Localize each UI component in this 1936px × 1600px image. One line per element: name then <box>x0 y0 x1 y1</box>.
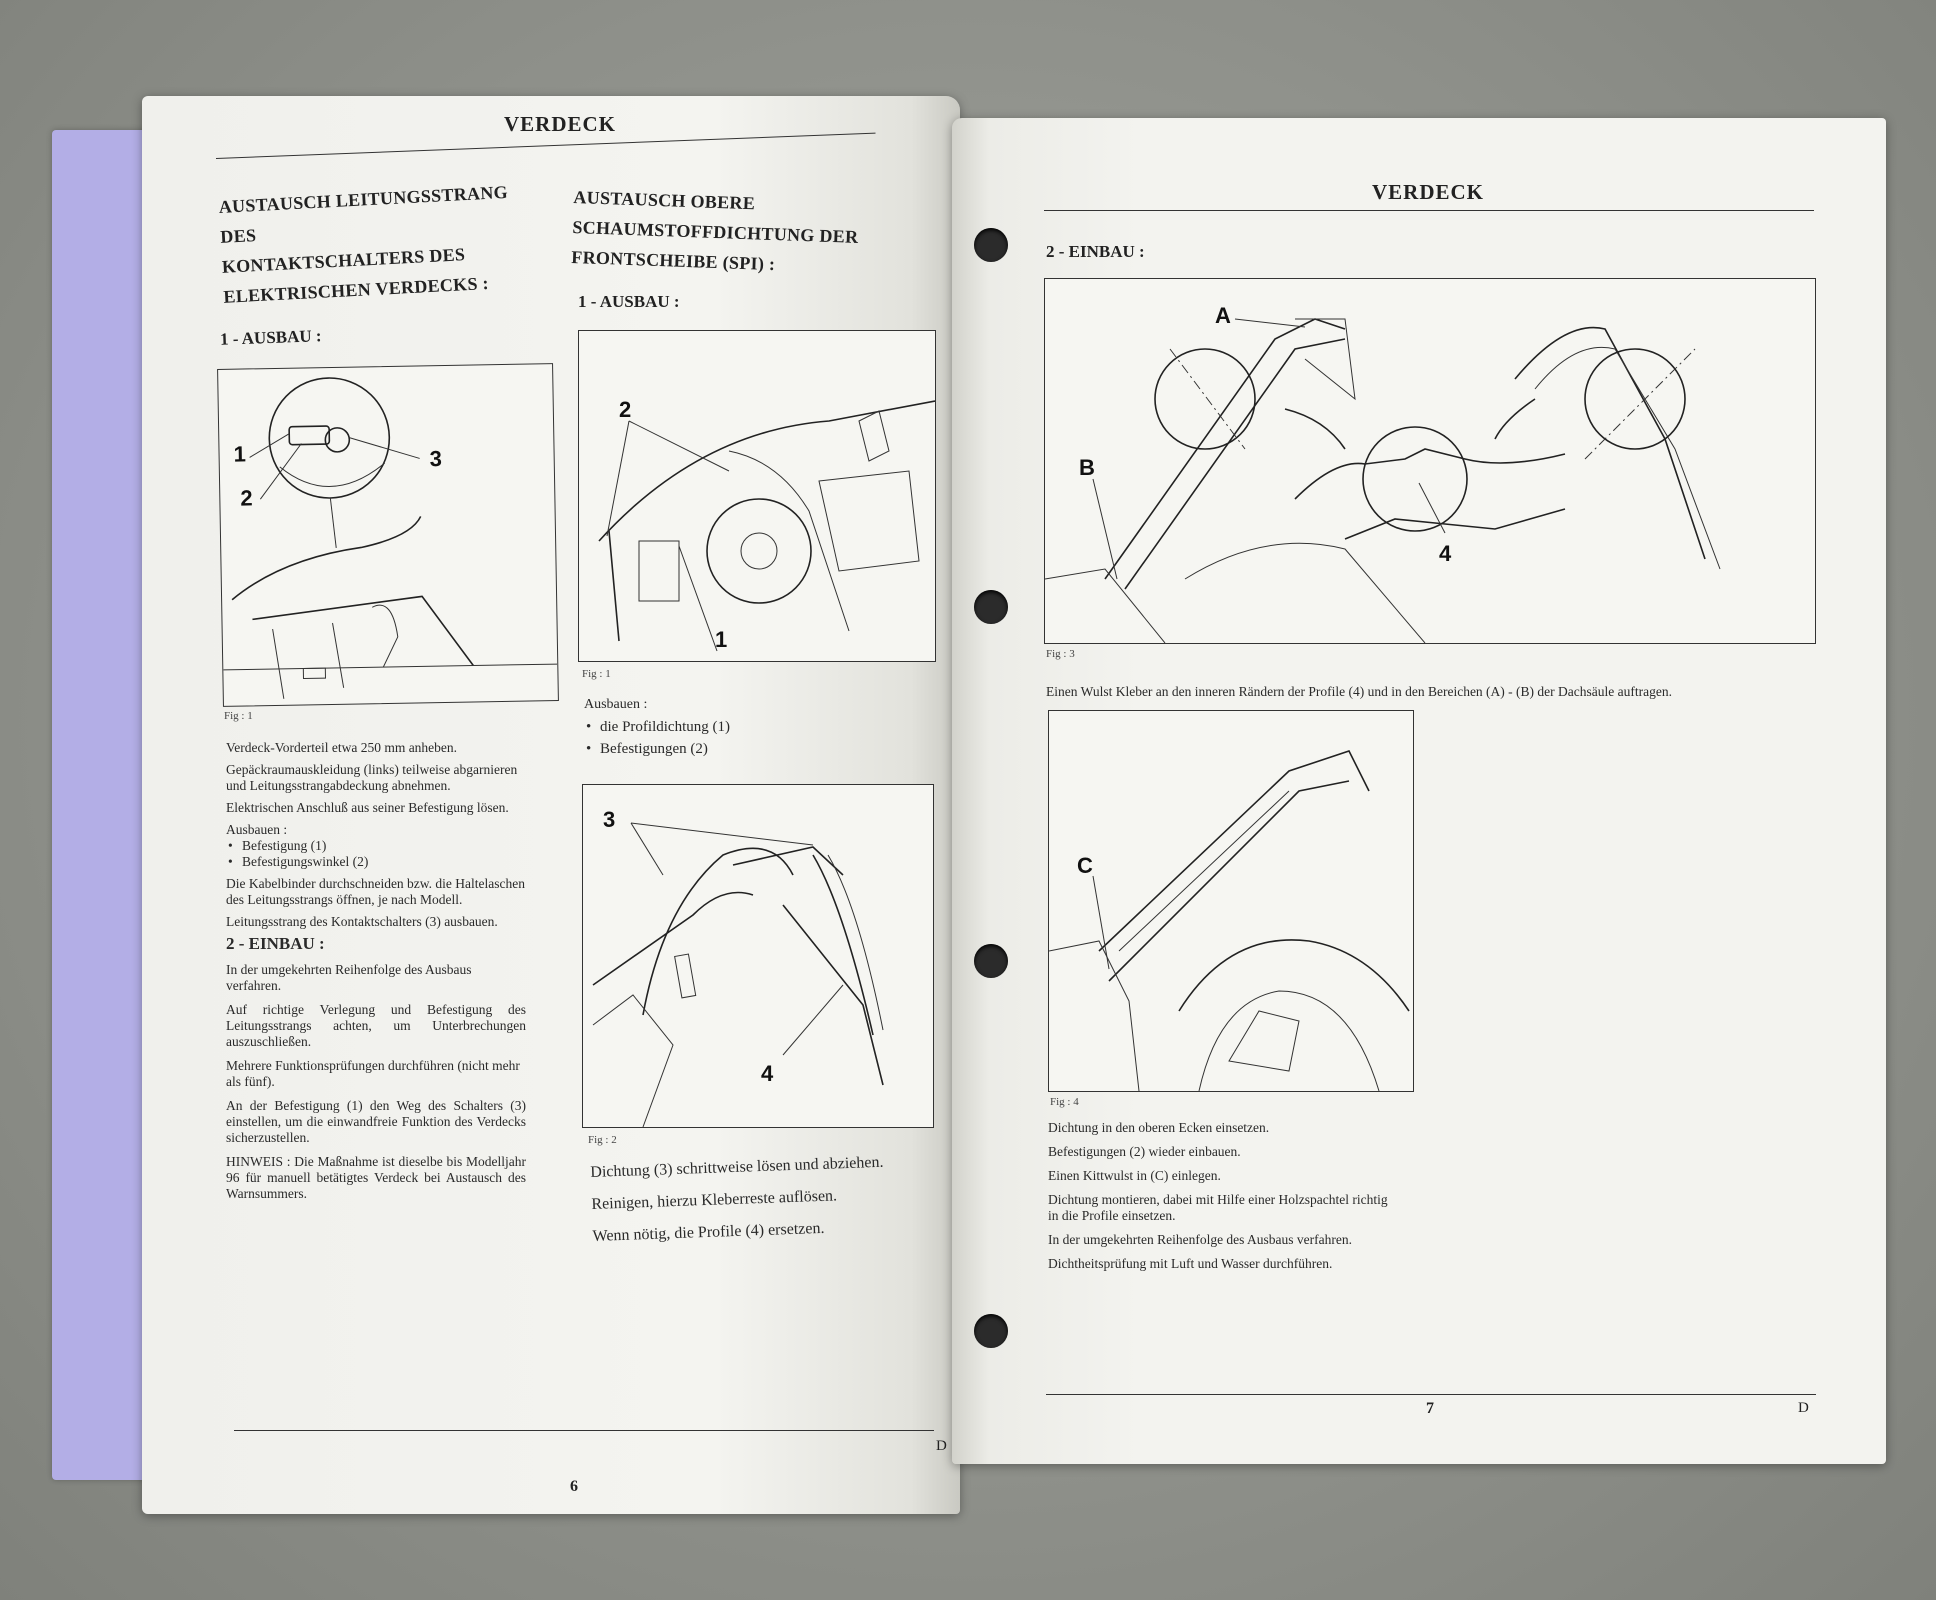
left-page-lang: D <box>936 1438 947 1454</box>
step-text: In der umgekehrten Reihenfolge des Ausbaus verfahren. <box>1048 1232 1353 1247</box>
right-page-lang: D <box>1798 1400 1809 1416</box>
right-page <box>952 118 1886 1464</box>
col1-bullet: • Befestigung (1) <box>242 838 526 854</box>
left-page <box>142 96 960 1514</box>
col1-note: HINWEIS : Die Maßnahme ist dieselbe bis Modelljahr 96 für manuell betätigtes Verdeck bei Austausch des Warnsummers. <box>226 1154 526 1201</box>
footer-rule <box>234 1430 934 1431</box>
figure-4-pillar <box>1048 710 1414 1092</box>
col2-ausbauen-block <box>584 694 924 760</box>
col1-para: Verdeck-Vorderteil etwa 250 mm anheben. <box>226 740 458 755</box>
fig3-caption: Fig : 3 <box>1046 648 1075 660</box>
figure-3-pillars <box>1044 278 1816 644</box>
left-page-header: VERDECK <box>504 112 617 136</box>
left-page-number: 6 <box>570 1478 578 1495</box>
col1-para: Auf richtige Verlegung und Befestigung des Leitungsstrangs achten, um Unterbrechungen auszuschließen. <box>226 1002 526 1049</box>
step-text: Dichtheitsprüfung mit Luft und Wasser durchführen. <box>1048 1256 1333 1271</box>
fig3-text: Einen Wulst Kleber an den inneren Rändern der Profile (4) und in den Bereichen (A) - (B) der Dachsäule auftragen. <box>1046 684 1672 699</box>
col2-title-line: FRONTSCHEIBE (SPI) : <box>571 246 776 275</box>
col2-title-line: SCHAUMSTOFFDICHTUNG DER <box>572 216 859 247</box>
col1-ausbauen-label: Ausbauen : <box>226 822 288 837</box>
binder-hole <box>974 1314 1008 1348</box>
col1-bullet: • Befestigungswinkel (2) <box>242 854 526 870</box>
fig1b-callout-2: 2 <box>619 397 632 422</box>
col1-title-line: ELEKTRISCHEN VERDECKS : <box>222 272 490 307</box>
fig4-caption: Fig : 4 <box>1050 1096 1079 1108</box>
fig1b-callout-1: 1 <box>715 627 728 652</box>
header-rule <box>1044 210 1814 211</box>
right-page-number: 7 <box>1426 1400 1434 1417</box>
col1-einbau-heading: 2 - EINBAU : <box>226 934 325 953</box>
col1-para: Die Kabelbinder durchschneiden bzw. die Haltelaschen des Leitungsstrangs öffnen, je nach Modell. <box>226 876 526 907</box>
right-einbau-heading: 2 - EINBAU : <box>1046 242 1145 261</box>
step-text: Einen Kittwulst in (C) einlegen. <box>1048 1168 1221 1183</box>
col1-fig-caption: Fig : 1 <box>224 710 253 722</box>
fig2-callout-4: 4 <box>761 1061 774 1086</box>
fig2-callout-3: 3 <box>603 807 616 832</box>
col1-para: Gepäckraumauskleidung (links) teilweise abgarnieren und Leitungsstrangabdeckung abnehmen. <box>226 762 518 793</box>
col1-title-line: KONTAKTSCHALTERS DES <box>221 244 466 277</box>
col2-title <box>571 182 914 284</box>
col2-para: Dichtung (3) schrittweise lösen und abziehen. <box>590 1153 884 1181</box>
col2-fig2-caption: Fig : 2 <box>588 1134 617 1146</box>
step-text: Dichtung in den oberen Ecken einsetzen. <box>1048 1120 1270 1135</box>
fig1-callout-1: 1 <box>233 441 247 467</box>
col1-para: An der Befestigung (1) den Weg des Schalters (3) einstellen, um die einwandfreie Funktion des Verdecks sicherzustellen. <box>226 1098 526 1145</box>
col1-body <box>226 740 526 1202</box>
right-steps <box>1048 1120 1388 1272</box>
col2-ausbauen-label: Ausbauen : <box>584 697 648 712</box>
right-page-header: VERDECK <box>1372 180 1485 204</box>
binder-hole <box>974 590 1008 624</box>
col1-para: Leitungsstrang des Kontaktschalters (3) ausbauen. <box>226 914 498 929</box>
col1-title-line: AUSTAUSCH LEITUNGSSTRANG DES <box>218 181 509 247</box>
fig3-callout-b: B <box>1079 455 1095 480</box>
col1-title <box>218 176 524 312</box>
col1-ausbau-heading: 1 - AUSBAU : <box>219 326 322 349</box>
step-text: Befestigungen (2) wieder einbauen. <box>1048 1144 1241 1159</box>
figure-1-switch <box>217 363 559 707</box>
figure-2-seal <box>582 784 934 1128</box>
binder-hole <box>974 944 1008 978</box>
col2-para: Reinigen, hierzu Kleberreste auflösen. <box>591 1187 838 1213</box>
col2-body <box>590 1150 933 1248</box>
fig4-callout-c: C <box>1077 853 1093 878</box>
fig3-callout-a: A <box>1215 303 1231 328</box>
step-text: Dichtung montieren, dabei mit Hilfe einer Holzspachtel richtig in die Profile einsetzen. <box>1048 1192 1388 1223</box>
binder-hole <box>974 228 1008 262</box>
col2-title-line: AUSTAUSCH OBERE <box>573 186 756 214</box>
fig3-callout-4: 4 <box>1439 541 1452 566</box>
col2-ausbau-heading: 1 - AUSBAU : <box>578 292 680 311</box>
col2-bullet: • Befestigungen (2) <box>600 738 924 760</box>
col2-fig1-caption: Fig : 1 <box>582 668 611 680</box>
col1-para: Elektrischen Anschluß aus seiner Befestigung lösen. <box>226 800 509 815</box>
fig1-callout-3: 3 <box>429 446 443 472</box>
figure-1-dashboard <box>578 330 936 662</box>
col1-para: In der umgekehrten Reihenfolge des Ausbaus verfahren. <box>226 962 472 993</box>
col2-para: Wenn nötig, die Profile (4) ersetzen. <box>592 1219 825 1245</box>
col1-para: Mehrere Funktionsprüfungen durchführen (nicht mehr als fünf). <box>226 1058 520 1089</box>
col2-bullet: • die Profildichtung (1) <box>600 716 924 738</box>
fig1-callout-2: 2 <box>240 485 253 511</box>
footer-rule <box>1046 1394 1816 1395</box>
